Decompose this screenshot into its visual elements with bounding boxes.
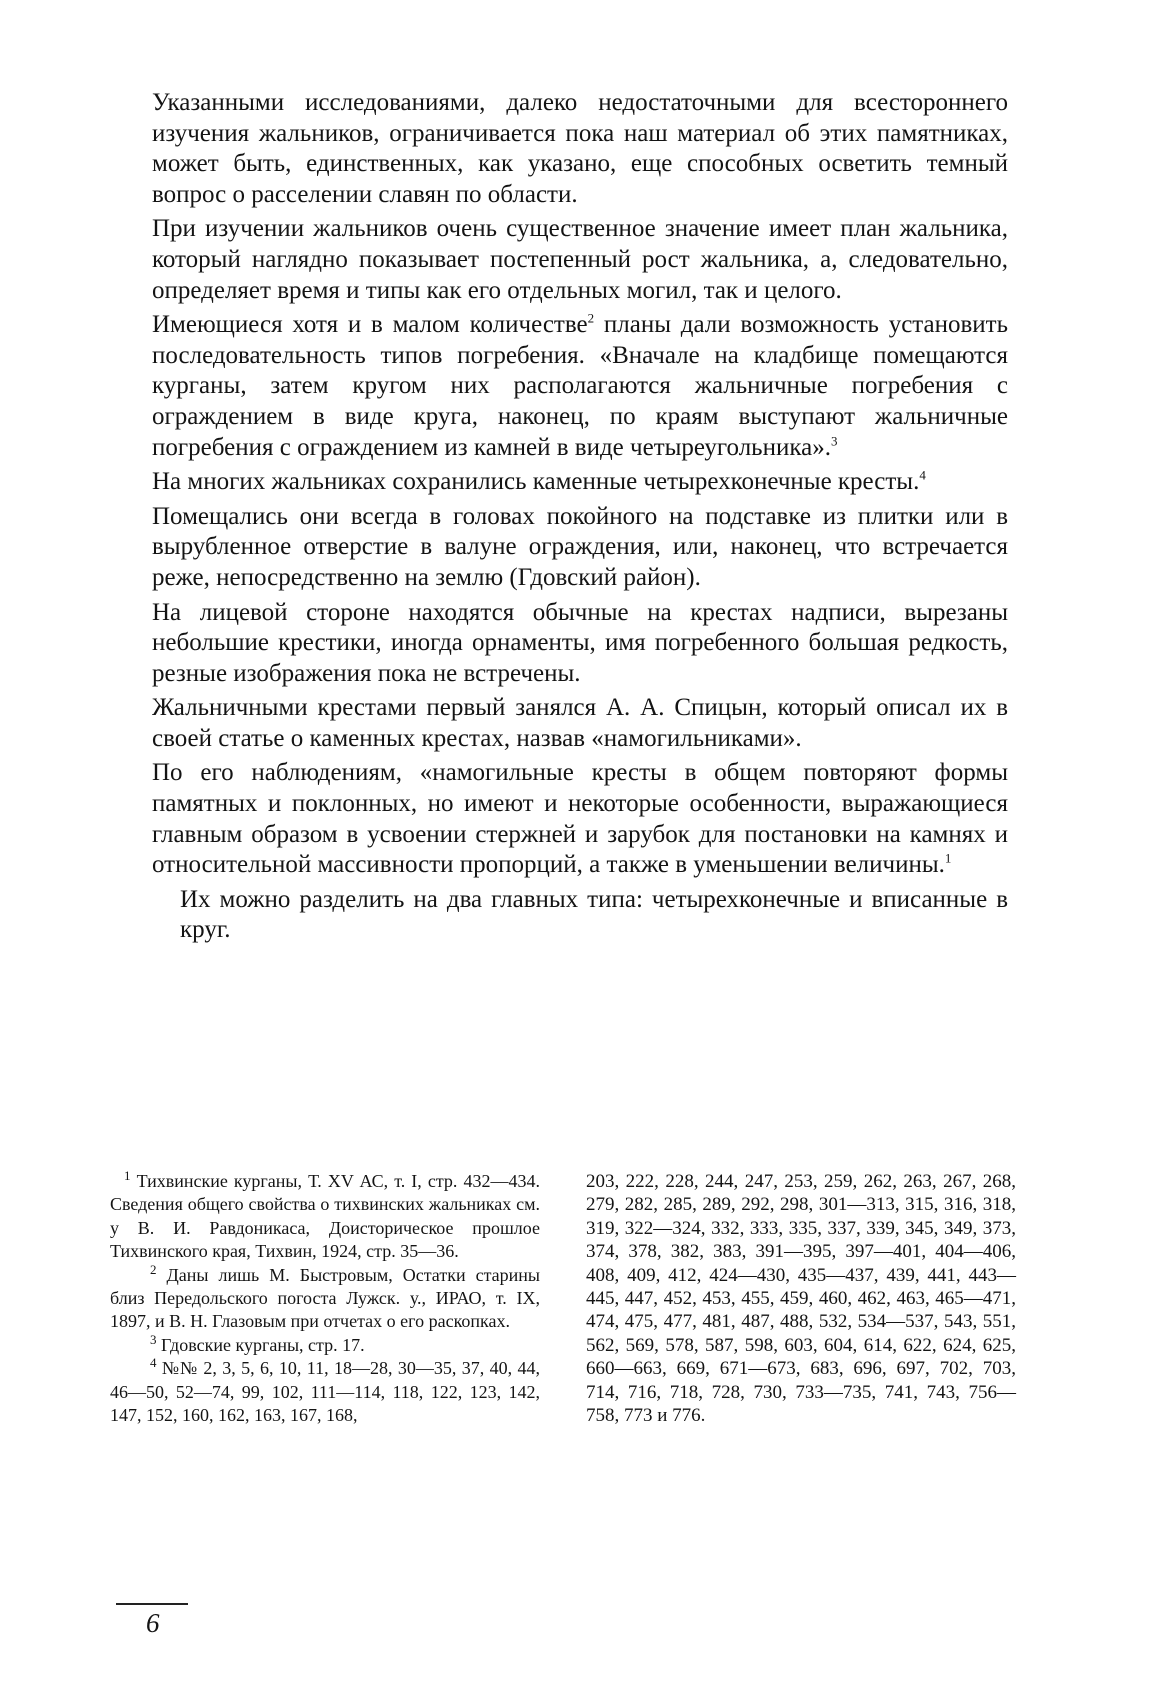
paragraph-2 [152, 214, 1008, 306]
paragraph-4-text: На многих жальниках сохранились каменные четырехконечные кресты. [152, 468, 920, 496]
footnote-ref-2: 2 [587, 310, 595, 326]
page-number: 6 [146, 1608, 160, 1638]
footnote-3-text: Гдовские курганы, стр. 17. [161, 1334, 365, 1355]
paragraph-7-text: Жальничными крестами первый занялся А. А. Спицын, который описал их в своей статье о каменных крестах, назвав «намогильниками». [152, 694, 1008, 752]
paragraph-3-text-a: Имеющиеся хотя и в малом количестве [152, 311, 588, 339]
footnote-4-text: №№ 2, 3, 5, 6, 10, 11, 18—28, 30—35, 37, 40, 44, 46—50, 52—74, 99, 102, 111—114, 118, 122, 123, 142, 147, 152, 160, 162, 163, 167, 168, [110, 1358, 541, 1426]
paragraph-3 [152, 310, 1008, 463]
footnote-ref-1: 1 [944, 850, 952, 866]
paragraph-5-text: Помещались они всегда в головах покойного на подставке из плитки или в вырубленное отверстие в валуне ограждения, или, наконец, что встречается реже, непосредственно на землю (Гдовский район). [152, 502, 1008, 591]
footnote-3-mark: 3 [150, 1331, 157, 1347]
footnote-1-text: Тихвинские курганы, Т. XV АС, т. I, стр. 432—434. Сведения общего свойства о тихвинских жальниках см. у В. И. Равдоникаса, Доисторическое прошлое Тихвинского края, Тихвин, 1924, стр. 35—36. [110, 1171, 540, 1262]
footnotes-left-column [110, 1170, 540, 1427]
footnote-4-continuation: 203, 222, 228, 244, 247, 253, 259, 262, 263, 267, 268, 279, 282, 285, 289, 292, 298, 301—313, 315, 316, 318, 319, 322—324, 332, 333, 335, 337, 339, 345, 349, 373, 374, 378, 382, 383, 391—395, 397—401, 404—406, 408, 409, 412, 424—430, 435—437, 439, 441, 443—445, 447, 452, 453, 455, 459, 460, 462, 463, 465—471, 474, 475, 477, 481, 487, 488, 532, 534—537, 543, 551, 562, 569, 578, 587, 598, 603, 604, 614, 622, 624, 625, 660—663, 669, 671—673, 683, 696, 697, 702, 703, 714, 716, 718, 728, 730, 733—735, 741, 743, 756—758, 773 и 776. [586, 1171, 1016, 1427]
footnote-4-mark: 4 [150, 1355, 157, 1371]
footnote-1-mark: 1 [124, 1168, 131, 1183]
paragraph-8 [152, 758, 1008, 880]
paragraph-5 [152, 502, 1008, 594]
paragraph-4 [152, 467, 1008, 498]
footnote-1 [110, 1170, 540, 1264]
paragraph-9 [152, 885, 1008, 946]
footnote-ref-3: 3 [830, 433, 838, 449]
footnote-3 [110, 1331, 540, 1357]
footnote-ref-4: 4 [919, 467, 926, 483]
footnote-2-text: Даны лишь М. Быстровым, Остатки старины близ Передольского погоста Лужск. у., ИРАО, т. IX, 1897, и В. Н. Глазовым при отчетах о его раскопках. [110, 1264, 541, 1332]
paragraph-2-text: При изучении жальников очень существенное значение имеет план жальника, который наглядно показывает постепенный рост жальника, а, следовательно, определяет время и типы как его отдельных могил, так и целого. [152, 215, 1008, 304]
paragraph-6 [152, 598, 1008, 690]
page-number-rule [116, 1603, 188, 1605]
paragraph-6-text: На лицевой стороне находятся обычные на крестах надписи, вырезаны небольшие крестики, иногда орнаменты, имя погребенного большая редкость, резные изображения пока не встречены. [152, 598, 1008, 687]
main-text [152, 88, 1008, 950]
footnote-4 [110, 1357, 540, 1427]
footnotes-right-column [586, 1170, 1016, 1427]
paragraph-8-text: По его наблюдениям, «намогильные кресты в общем повторяют формы памятных и поклонных, но имеют и некоторые особенности, выражающиеся главным образом в усвоении стержней и зарубок для постановки на камнях и относительной массивности пропорций, а также в уменьшении величины. [152, 759, 1008, 879]
paragraph-3-text-b: планы дали возможность установить последовательность типов погребения. «Вначале на кладбище помещаются курганы, затем кругом них располагаются жальничные погребения с ограждением в виде круга, наконец, по краям выступают жальничные погребения с ограждением из камней в виде четыреугольника». [152, 311, 1009, 461]
footnote-2 [110, 1261, 541, 1334]
paragraph-9-text: Их можно разделить на два главных типа: четырехконечные и вписанные в круг. [180, 885, 1008, 944]
footnote-2-mark: 2 [150, 1261, 157, 1277]
paragraph-7 [152, 693, 1008, 754]
paragraph-1-text: Указанными исследованиями, далеко недостаточными для всестороннего изучения жальников, ограничивается пока наш материал об этих памятниках, может быть, единственных, как указано, еще способных осветить темный вопрос о расселении славян по области. [152, 89, 1008, 208]
paragraph-1 [152, 88, 1008, 210]
